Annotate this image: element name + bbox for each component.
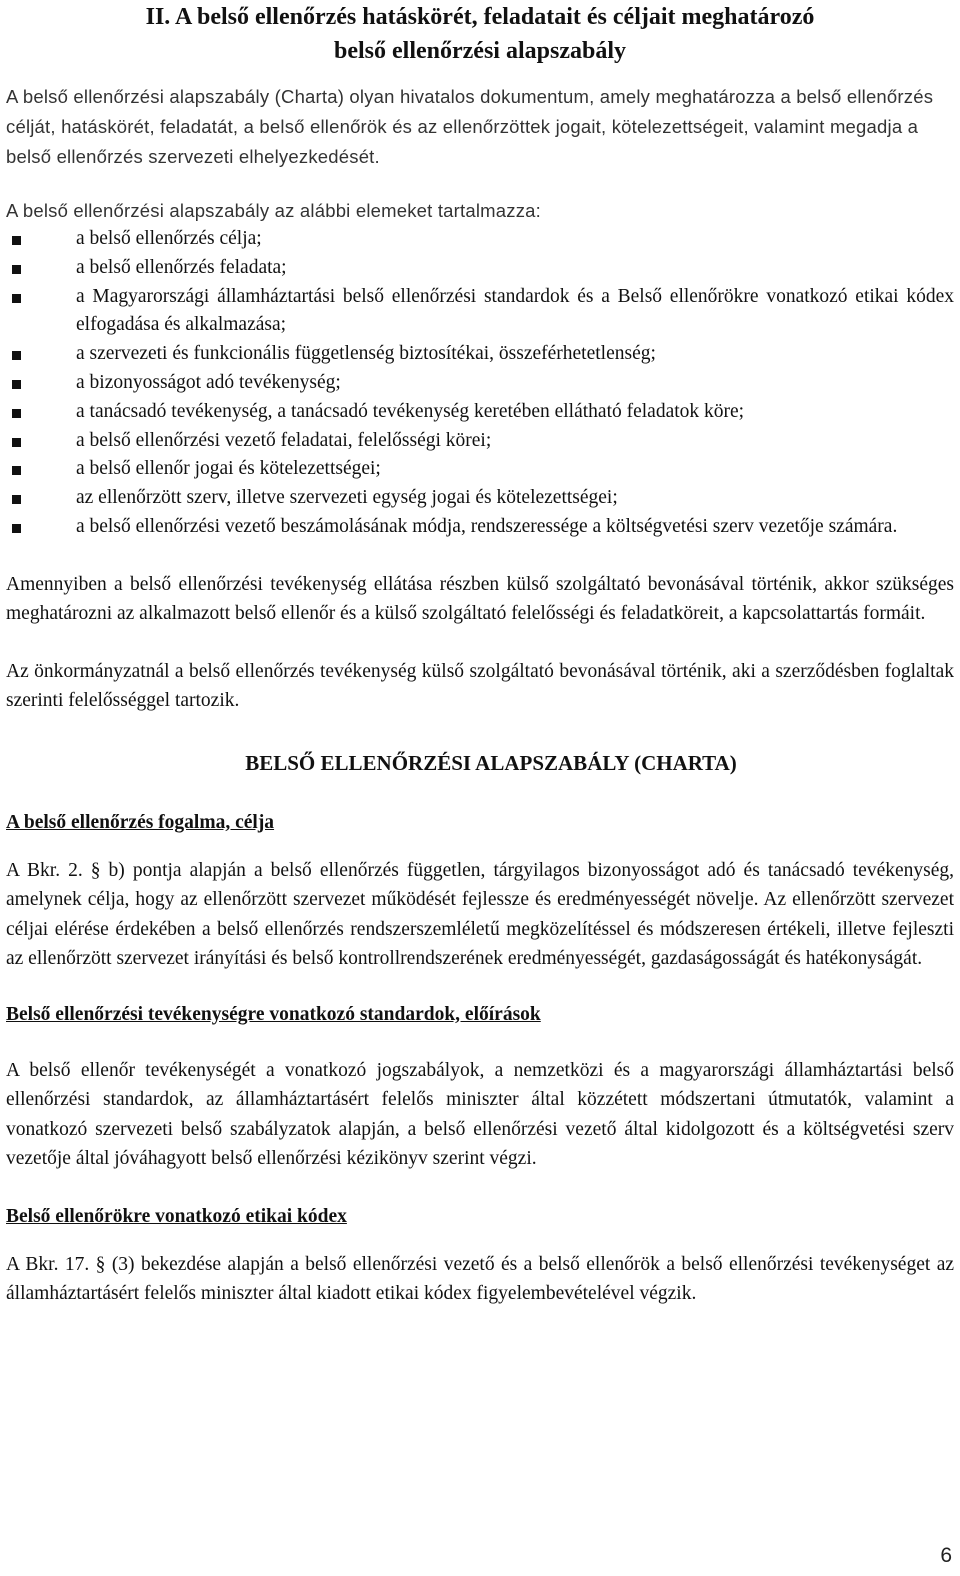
municipality-paragraph: Az önkormányzatnál a belső ellenőrzés tevékenység külső szolgáltató bevonásával történik, aki a szerződésben foglaltak szerinti felelősséggel tartozik. (6, 660, 954, 712)
document-page (6, 0, 954, 1309)
square-bullet-icon (12, 236, 21, 245)
intro-paragraph: A belső ellenőrzési alapszabály (Charta) olyan hivatalos dokumentum, amely meghatározza a belső ellenőrzés célját, hatáskörét, feladatát, a belső ellenőrök és az ellenőrzöttek jogait, kötelezettségeit, valamint megadja a belső ellenőrzés szervezeti elhelyezkedését. (6, 86, 934, 167)
square-bullet-icon (12, 351, 21, 360)
list-item: a belső ellenőrzés célja; (6, 225, 954, 254)
list-item: a belső ellenőrzési vezető beszámolásának módja, rendszeressége a költségvetési szerv vezetője számára. (6, 513, 954, 542)
section-heading-ethics: Belső ellenőrökre vonatkozó etikai kódex (6, 1205, 347, 1227)
list-item: a Magyarországi államháztartási belső ellenőrzési standardok és a Belső ellenőrökre vonatkozó etikai kódex elfogadása és alkalmazása; (6, 283, 954, 341)
document-title (6, 0, 954, 68)
square-bullet-icon (12, 380, 21, 389)
list-item: a tanácsadó tevékenység, a tanácsadó tevékenység keretében ellátható feladatok köre; (6, 398, 954, 427)
list-item: a szervezeti és funkcionális függetlenség biztosítékai, összeférhetetlenség; (6, 340, 954, 369)
list-item: az ellenőrzött szerv, illetve szervezeti egység jogai és kötelezettségei; (6, 484, 954, 513)
section-heading-standards: Belső ellenőrzési tevékenységre vonatkozó standardok, előírások (6, 1003, 541, 1025)
section-text-standards: A belső ellenőr tevékenységét a vonatkozó jogszabályok, a nemzetközi és a magyarországi államháztartási belső ellenőrzési standardok, az államháztartásért felelős miniszter által közzétett módszertani útmutatók, valamint a vonatkozó szervezeti belső szabályzatok alapján, a belső ellenőrzési vezető által kidolgozott és a költségvetési szerv vezetője által jóváhagyott belső ellenőrzési kézikönyv szerint végzi. (6, 1059, 954, 1170)
list-intro: A belső ellenőrzési alapszabály az alábbi elemeket tartalmazza: (6, 200, 541, 221)
page-number: 6 (940, 1544, 952, 1567)
charta-title: BELSŐ ELLENŐRZÉSI ALAPSZABÁLY (CHARTA) (245, 750, 737, 775)
square-bullet-icon (12, 294, 21, 303)
list-item: a belső ellenőr jogai és kötelezettségei; (6, 455, 954, 484)
section-heading-definition: A belső ellenőrzés fogalma, célja (6, 811, 275, 833)
title-line-2: belső ellenőrzési alapszabály (334, 38, 626, 64)
external-provider-paragraph: Amennyiben a belső ellenőrzési tevékenység ellátása részben külső szolgáltató bevonásával történik, akkor szükséges meghatározni az alkalmazott belső ellenőr és a külső szolgáltató felelősségi és feladatköreit, a kapcsolattartás formáit. (6, 573, 954, 625)
list-item: a belső ellenőrzési vezető feladatai, felelősségi körei; (6, 427, 954, 456)
section-text-ethics: A Bkr. 17. § (3) bekezdése alapján a belső ellenőrzési vezető és a belső ellenőrök a belső ellenőrzési tevékenységet az államháztartásért felelős miniszter által kiadott etikai kódex figyelembevételével végzik. (6, 1253, 954, 1305)
square-bullet-icon (12, 524, 21, 533)
square-bullet-icon (12, 409, 21, 418)
title-line-1: II. A belső ellenőrzés hatáskörét, feladatait és céljait meghatározó (145, 4, 815, 30)
section-text-definition: A Bkr. 2. § b) pontja alapján a belső ellenőrzés független, tárgyilagos bizonyosságot adó és tanácsadó tevékenység, amelynek célja, hogy az ellenőrzött szervezet működését fejlessze és eredményességét növelje. Az ellenőrzött szervezet céljai elérése érdekében a belső ellenőrzés rendszerszemléletű megközelítéssel és módszeresen értékeli, illetve fejleszti az ellenőrzött szervezet irányítási és belső kontrollrendszerének eredményességét, gazdaságosságát és hatékonyságát. (6, 859, 954, 970)
square-bullet-icon (12, 438, 21, 447)
square-bullet-icon (12, 466, 21, 475)
elements-list (6, 225, 954, 542)
square-bullet-icon (12, 495, 21, 504)
list-item: a bizonyosságot adó tevékenység; (6, 369, 954, 398)
square-bullet-icon (12, 265, 21, 274)
list-item: a belső ellenőrzés feladata; (6, 254, 954, 283)
